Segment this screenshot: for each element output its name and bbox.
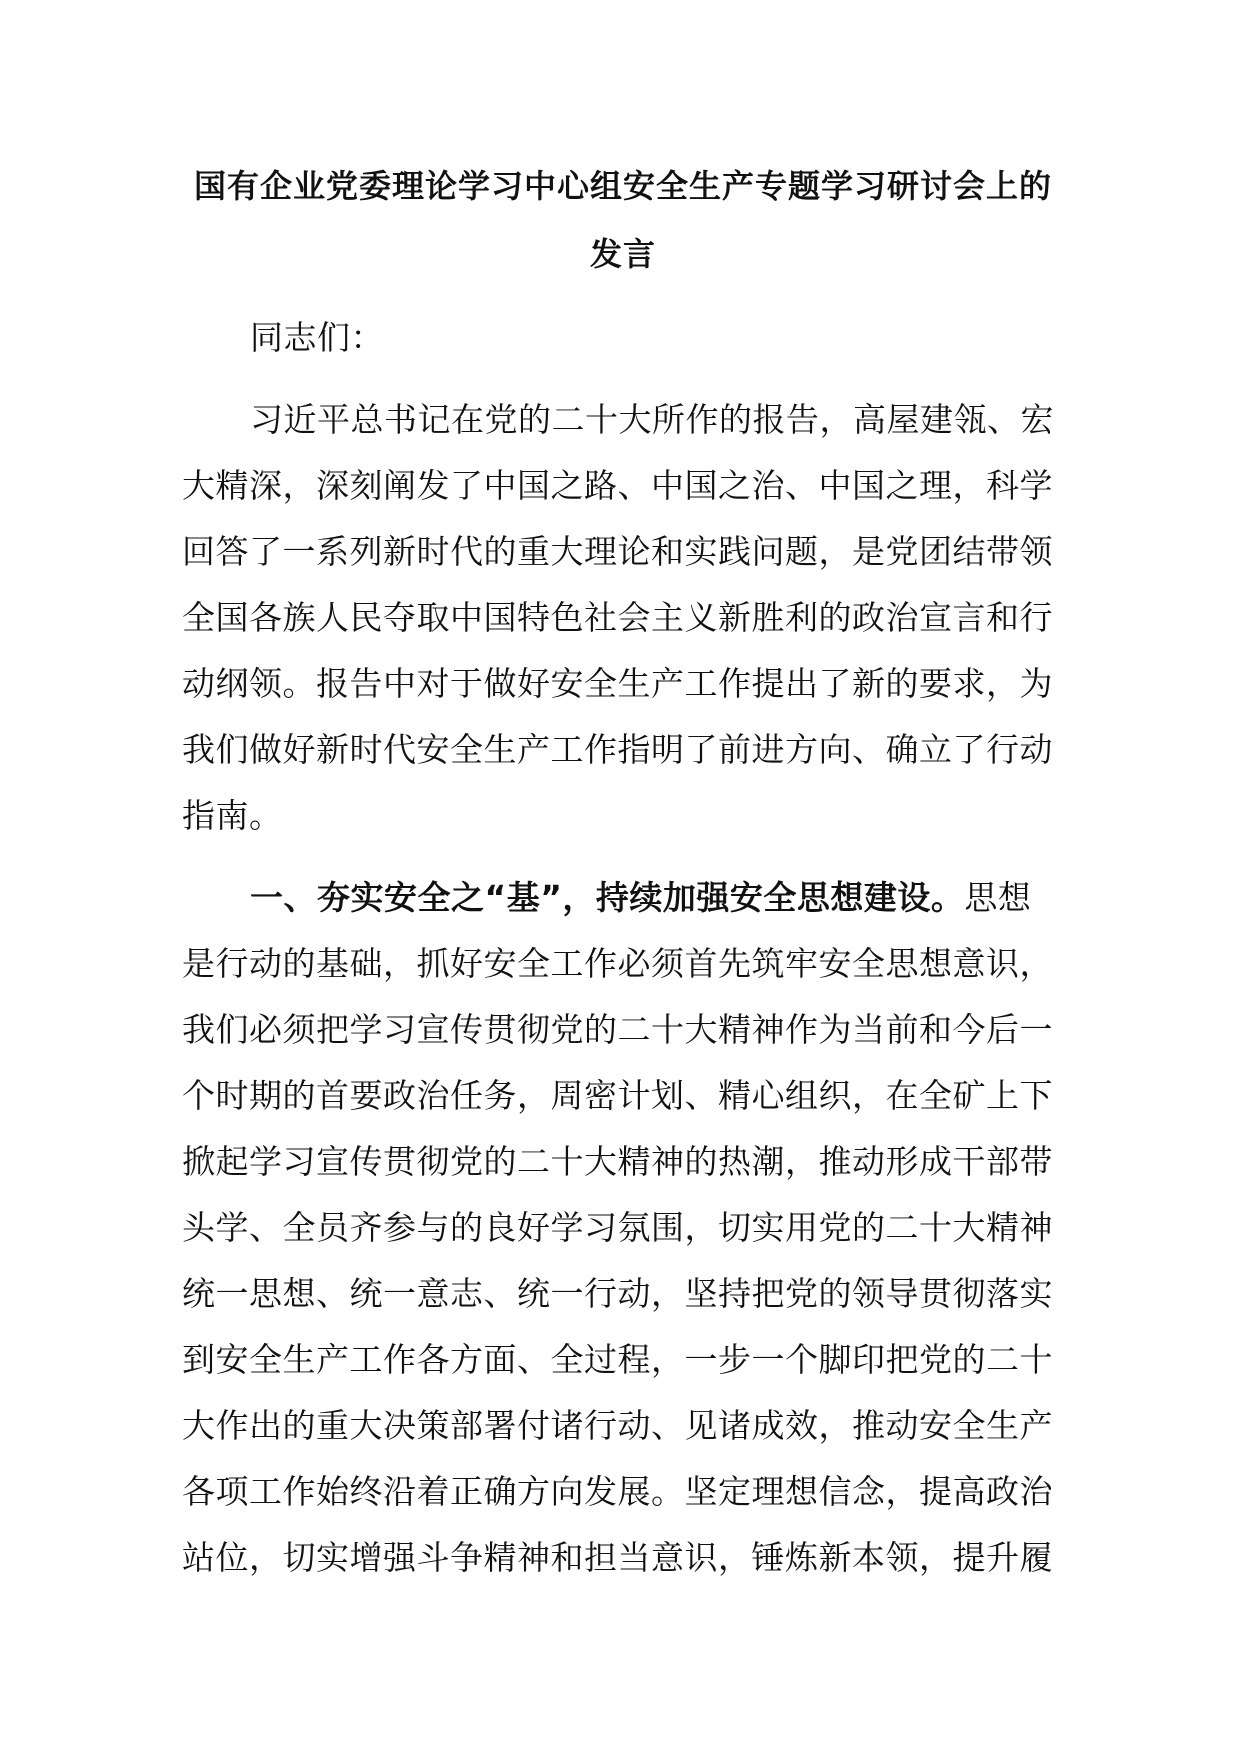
paragraph-line: 站位，切实增强斗争精神和担当意识，锤炼新本领，提升履 bbox=[182, 1538, 1053, 1577]
paragraph-line: 各项工作始终沿着正确方向发展。坚定理想信念，提高政治 bbox=[182, 1472, 1053, 1511]
section-1-first-line bbox=[182, 865, 1064, 931]
paragraph-gap bbox=[182, 371, 1064, 387]
paragraph-line: 到安全生产工作各方面、全过程，一步一个脚印把党的二十 bbox=[182, 1340, 1053, 1379]
paragraph-line: 头学、全员齐参与的良好学习氛围，切实用党的二十大精神 bbox=[182, 1208, 1053, 1247]
paragraph-line: 回答了一系列新时代的重大理论和实践问题，是党团结带领 bbox=[182, 532, 1053, 571]
paragraph-line: 动纲领。报告中对于做好安全生产工作提出了新的要求，为 bbox=[182, 664, 1053, 703]
section-1-first-tail: 思想 bbox=[964, 878, 1032, 917]
paragraph-line: 个时期的首要政治任务，周密计划、精心组织，在全矿上下 bbox=[182, 1076, 1053, 1115]
section-1-heading: 一、夯实安全之“基”，持续加强安全思想建设。 bbox=[250, 878, 965, 917]
paragraph-line: 全国各族人民夺取中国特色社会主义新胜利的政治宣言和行 bbox=[182, 598, 1053, 637]
paragraph-line: 指南。 bbox=[182, 796, 283, 835]
paragraph-gap bbox=[182, 849, 1064, 865]
title-line-2: 发言 bbox=[589, 235, 656, 273]
document-title bbox=[182, 152, 1064, 288]
paragraph-line: 统一思想、统一意志、统一行动，坚持把党的领导贯彻落实 bbox=[182, 1274, 1053, 1313]
paragraph-intro bbox=[182, 387, 1064, 849]
paragraph-line: 习近平总书记在党的二十大所作的报告，高屋建瓴、宏 bbox=[250, 400, 1054, 439]
title-line-1: 国有企业党委理论学习中心组安全生产专题学习研讨会上的 bbox=[193, 167, 1052, 205]
paragraph-line: 大精深，深刻阐发了中国之路、中国之治、中国之理，科学 bbox=[182, 466, 1053, 505]
paragraph-line: 掀起学习宣传贯彻党的二十大精神的热潮，推动形成干部带 bbox=[182, 1142, 1053, 1181]
paragraph-line: 我们必须把学习宣传贯彻党的二十大精神作为当前和今后一 bbox=[182, 1010, 1053, 1049]
paragraph-line: 大作出的重大决策部署付诸行动、见诸成效，推动安全生产 bbox=[182, 1406, 1053, 1445]
paragraph-line: 是行动的基础，抓好安全工作必须首先筑牢安全思想意识， bbox=[182, 944, 1053, 983]
salutation: 同志们： bbox=[250, 318, 384, 357]
document-body bbox=[182, 305, 1064, 1591]
section-1 bbox=[182, 865, 1064, 1591]
paragraph-line: 我们做好新时代安全生产工作指明了前进方向、确立了行动 bbox=[182, 730, 1053, 769]
